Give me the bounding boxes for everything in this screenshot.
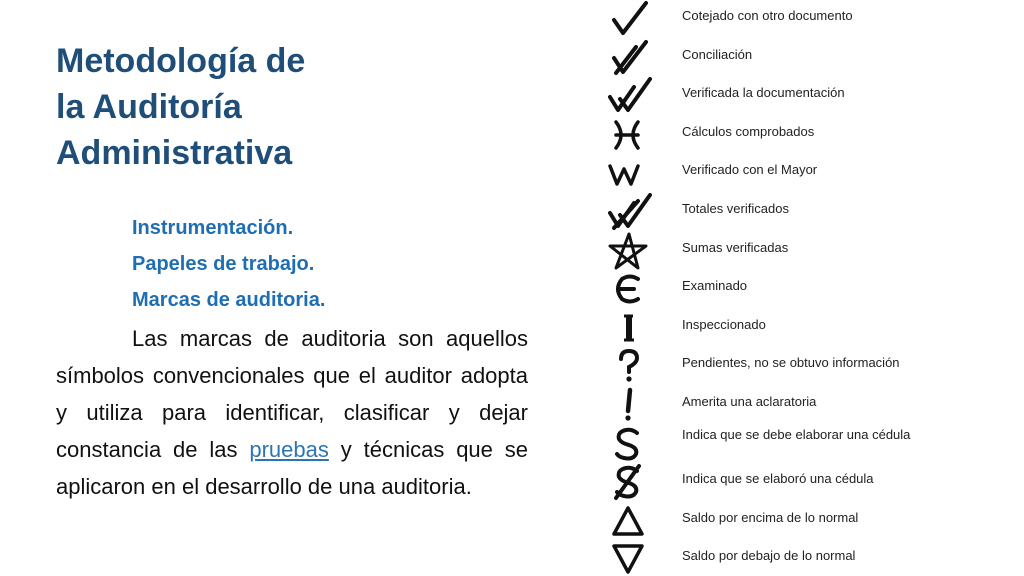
letter-i-icon: [604, 309, 654, 348]
letter-s-icon: [604, 425, 654, 464]
audit-mark-label: Inspeccionado: [682, 316, 766, 332]
epsilon-icon: [604, 270, 654, 309]
audit-mark-row: [596, 347, 1024, 386]
audit-mark-label: Totales verificados: [682, 200, 789, 216]
pruebas-link[interactable]: pruebas: [249, 437, 329, 462]
double-checkmark-icon: [604, 77, 654, 116]
checkmark-crossed-icon: [604, 39, 654, 78]
audit-mark-label: Cálculos comprobados: [682, 123, 815, 139]
topic-item: Marcas de auditoria.: [132, 289, 326, 311]
audit-mark-row: [596, 39, 1024, 78]
audit-mark-row: [596, 0, 1024, 39]
audit-mark-row: [596, 77, 1024, 116]
triangle-up-icon: [604, 502, 654, 541]
audit-mark-label: Saldo por debajo de lo normal: [682, 548, 856, 564]
audit-marks-table: [596, 0, 1024, 576]
checkmark-icon: [604, 0, 654, 39]
double-check-crossed-icon: [604, 193, 654, 232]
letter-s-crossed-icon: [604, 463, 654, 502]
audit-mark-row: [596, 309, 1024, 348]
audit-mark-label: Cotejado con otro documento: [682, 8, 853, 23]
audit-mark-row: [596, 193, 1024, 232]
title-line: Administrativa: [56, 134, 293, 172]
audit-mark-row: [596, 116, 1024, 155]
audit-mark-label: Conciliación: [682, 46, 753, 62]
audit-mark-label: Examinado: [682, 278, 748, 294]
star-icon: [604, 232, 654, 271]
title-line: la Auditoría: [56, 88, 242, 126]
body-text: Las marcas de auditoria son aquellos símbolos convencionales que el auditor adopta y utiliza para identificar, clasificar y dejar constancia de las: [56, 326, 528, 462]
audit-mark-row: [596, 154, 1024, 193]
audit-mark-row: [596, 463, 1024, 502]
audit-mark-row: [596, 425, 1024, 464]
exclamation-mark-icon: [604, 386, 654, 425]
body-text: y técnicas que se aplicaron en el desarrollo de una auditoria.: [56, 437, 528, 499]
pisces-symbol-icon: [604, 116, 654, 155]
body-paragraph: [56, 320, 528, 505]
audit-mark-label: Amerita una aclaratoria: [682, 393, 817, 409]
audit-mark-row: [596, 270, 1024, 309]
audit-mark-row: [596, 502, 1024, 541]
topic-item: Instrumentación.: [132, 217, 294, 239]
audit-mark-label: Saldo por encima de lo normal: [682, 509, 859, 525]
audit-mark-row: [596, 386, 1024, 425]
audit-mark-row: [596, 540, 1024, 576]
triangle-down-icon: [604, 540, 654, 576]
audit-mark-label: Indica que se elaboró una cédula: [682, 471, 874, 487]
audit-mark-label: Verificada la documentación: [682, 85, 845, 101]
title-line: Metodología de: [56, 42, 306, 80]
topic-list: [132, 210, 325, 318]
audit-mark-label: Indica que se debe elaborar una cédula: [682, 426, 911, 442]
slide-title: [56, 38, 476, 176]
audit-mark-label: Sumas verificadas: [682, 239, 789, 255]
question-mark-icon: [604, 347, 654, 386]
audit-mark-label: Verificado con el Mayor: [682, 162, 818, 178]
audit-mark-row: [596, 232, 1024, 271]
topic-item: Papeles de trabajo.: [132, 253, 315, 275]
letter-w-icon: [604, 154, 654, 193]
audit-mark-label: Pendientes, no se obtuvo información: [682, 355, 900, 371]
